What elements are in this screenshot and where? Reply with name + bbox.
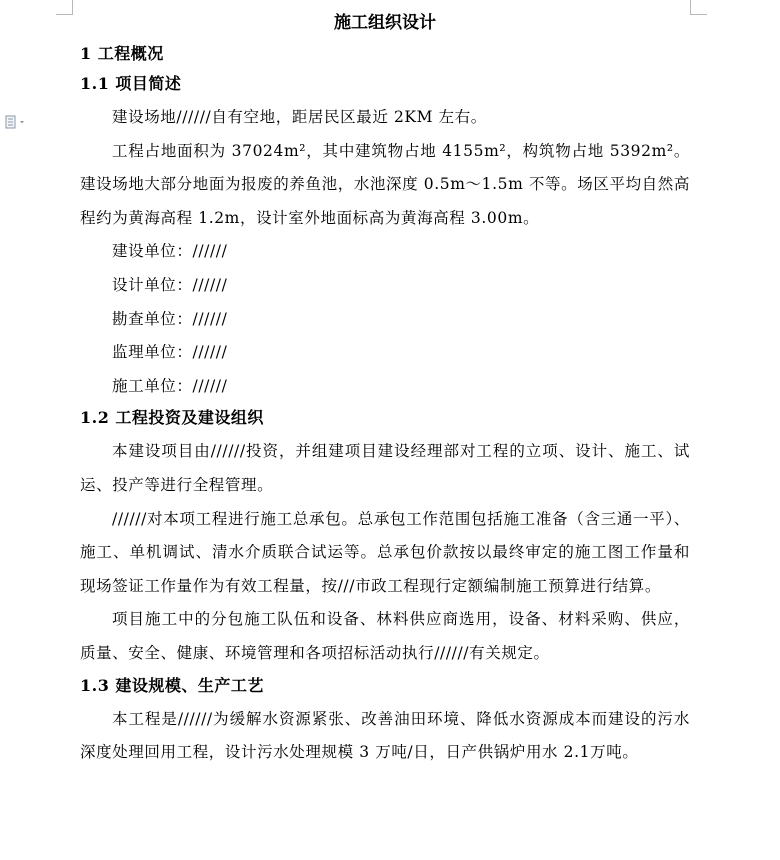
unit-supervision: 监理单位：////// xyxy=(112,343,228,362)
unit-construction: 建设单位：////// xyxy=(112,242,228,261)
paragraph-general-contract: //////对本项工程进行施工总承包。总承包工作范围包括施工准备（含三通一平）、施工、单机调试、清水介质联合试运等。总承包价款按以最终审定的施工图工作量和现场签证工作量作为有效工程量，按///市政工程现行定额编制施工预算进行结算。 xyxy=(80,509,690,595)
heading-investment-organization: 1.2 工程投资及建设组织 xyxy=(80,408,264,428)
heading-scale-process: 1.3 建设规模、生产工艺 xyxy=(80,675,264,695)
paragraph-site: 建设场地//////自有空地，距居民区最近 2KM 左右。 xyxy=(112,108,487,126)
page-corner-mark-left xyxy=(56,0,73,15)
paragraph-area: 工程占地面积为 37024m²，其中建筑物占地 4155m²，构筑物占地 5392m²。建设场地大部分地面为报废的养鱼池，水池深度 0.5m～1.5m 不等。场区平均自然高程约为黄海高程 1.2m，设计室外地面标高为黄海高程 3.00m。 xyxy=(80,141,690,227)
unit-contractor: 施工单位：////// xyxy=(112,376,228,395)
paragraph-investment: 本建设项目由//////投资，并组建项目建设经理部对工程的立项、设计、施工、试运、投产等进行全程管理。 xyxy=(80,442,690,494)
paragraph-options-icon[interactable] xyxy=(4,114,30,130)
document-page xyxy=(80,10,690,770)
unit-survey: 勘查单位：////// xyxy=(112,309,228,328)
page-corner-mark-right xyxy=(690,0,707,15)
paragraph-scale: 本工程是//////为缓解水资源紧张、改善油田环境、降低水资源成本而建设的污水深度处理回用工程，设计污水处理规模 3 万吨/日，日产供锅炉用水 2.1万吨。 xyxy=(80,709,690,762)
unit-design: 设计单位：////// xyxy=(112,275,228,294)
heading-project-brief: 1.1 项目简述 xyxy=(80,74,182,93)
document-title: 施工组织设计 xyxy=(334,13,436,33)
heading-engineering-overview: 1 工程概况 xyxy=(80,44,164,63)
paragraph-subcontract: 项目施工中的分包施工队伍和设备、林料供应商选用，设备、材料采购、供应，质量、安全、健康、环境管理和各项招标活动执行//////有关规定。 xyxy=(80,610,690,662)
